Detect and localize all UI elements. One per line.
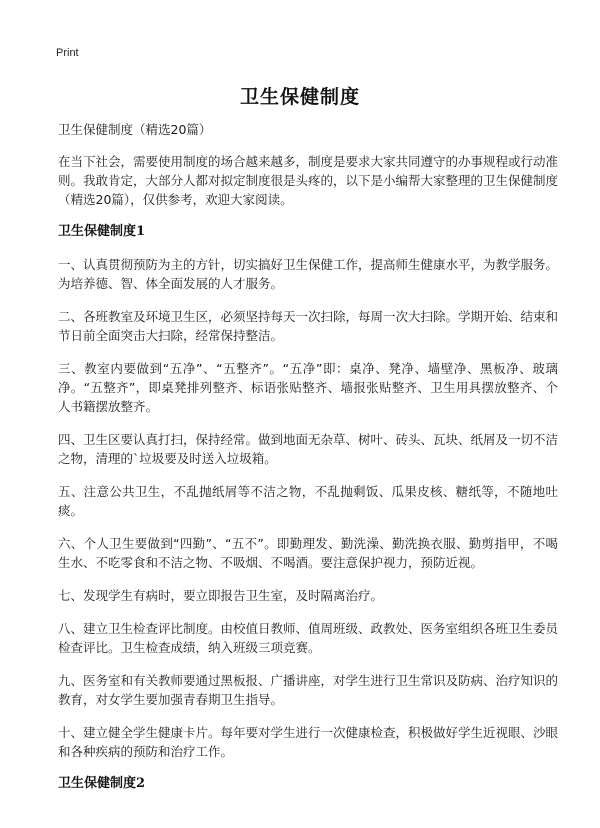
paragraph: 八、建立卫生检查评比制度。由校值日教师、值周班级、政教处、医务室组织各班卫生委员检查评比。卫生检查成绩，纳入班级三项竞赛。 — [58, 621, 559, 655]
document-body — [58, 121, 558, 807]
print-link[interactable]: Print — [56, 47, 79, 59]
intro-paragraph: 在当下社会，需要使用制度的场合越来越多，制度是要求大家共同遵守的办事规程或行动准则。我敢肯定，大部分人都对拟定制度很是头疼的，以下是小编帮大家整理的卫生保健制度（精选20篇），仅供参考，欢迎大家阅读。 — [58, 154, 559, 207]
paragraph: 四、卫生区要认真打扫，保持经常。做到地面无杂草、树叶、砖头、瓦块、纸屑及一切不洁之物，清理的`垃圾要及时送入垃圾箱。 — [58, 432, 559, 466]
paragraph: 六、个人卫生要做到“四勤”、“五不”。即勤理发、勤洗澡、勤洗换衣服、勤剪指甲，不喝生水、不吃零食和不洁之物、不吸烟、不喝酒。要注意保护视力，预防近视。 — [58, 536, 558, 570]
page-title: 卫生保健制度 — [239, 86, 360, 108]
document-subtitle: 卫生保健制度（精选20篇） — [58, 122, 212, 137]
paragraph: 一、认真贯彻预防为主的方针，切实搞好卫生保健工作，提高师生健康水平，为教学服务。为培养德、智、体全面发展的人才服务。 — [58, 257, 559, 291]
section-heading: 卫生保健制度2 — [58, 776, 146, 791]
paragraph: 三、教室内要做到“五净”、“五整齐”。“五净”即：桌净、凳净、墙壁净、黑板净、玻璃净。“五整齐”，即桌凳排列整齐、标语张贴整齐、墙报张贴整齐、卫生用具摆放整齐、个人书籍摆放整齐。 — [58, 361, 558, 414]
paragraph: 十、建立健全学生健康卡片。每年要对学生进行一次健康检查，积极做好学生近视眼、沙眼和各种疾病的预防和治疗工作。 — [58, 725, 559, 759]
paragraph: 五、注意公共卫生，不乱抛纸屑等不洁之物，不乱抛剩饭、瓜果皮核、糖纸等，不随地吐痰。 — [58, 484, 558, 518]
section-heading: 卫生保健制度1 — [58, 224, 146, 239]
paragraph: 九、医务室和有关教师要通过黑板报、广播讲座，对学生进行卫生常识及防病、治疗知识的教育，对女学生要加强青春期卫生指导。 — [58, 673, 559, 707]
paragraph: 七、发现学生有病时，要立即报告卫生室，及时隔离治疗。 — [58, 588, 384, 603]
paragraph: 二、各班教室及环境卫生区，必须坚持每天一次扫除，每周一次大扫除。学期开始、结束和节日前全面突击大扫除，经常保持整洁。 — [58, 309, 559, 343]
